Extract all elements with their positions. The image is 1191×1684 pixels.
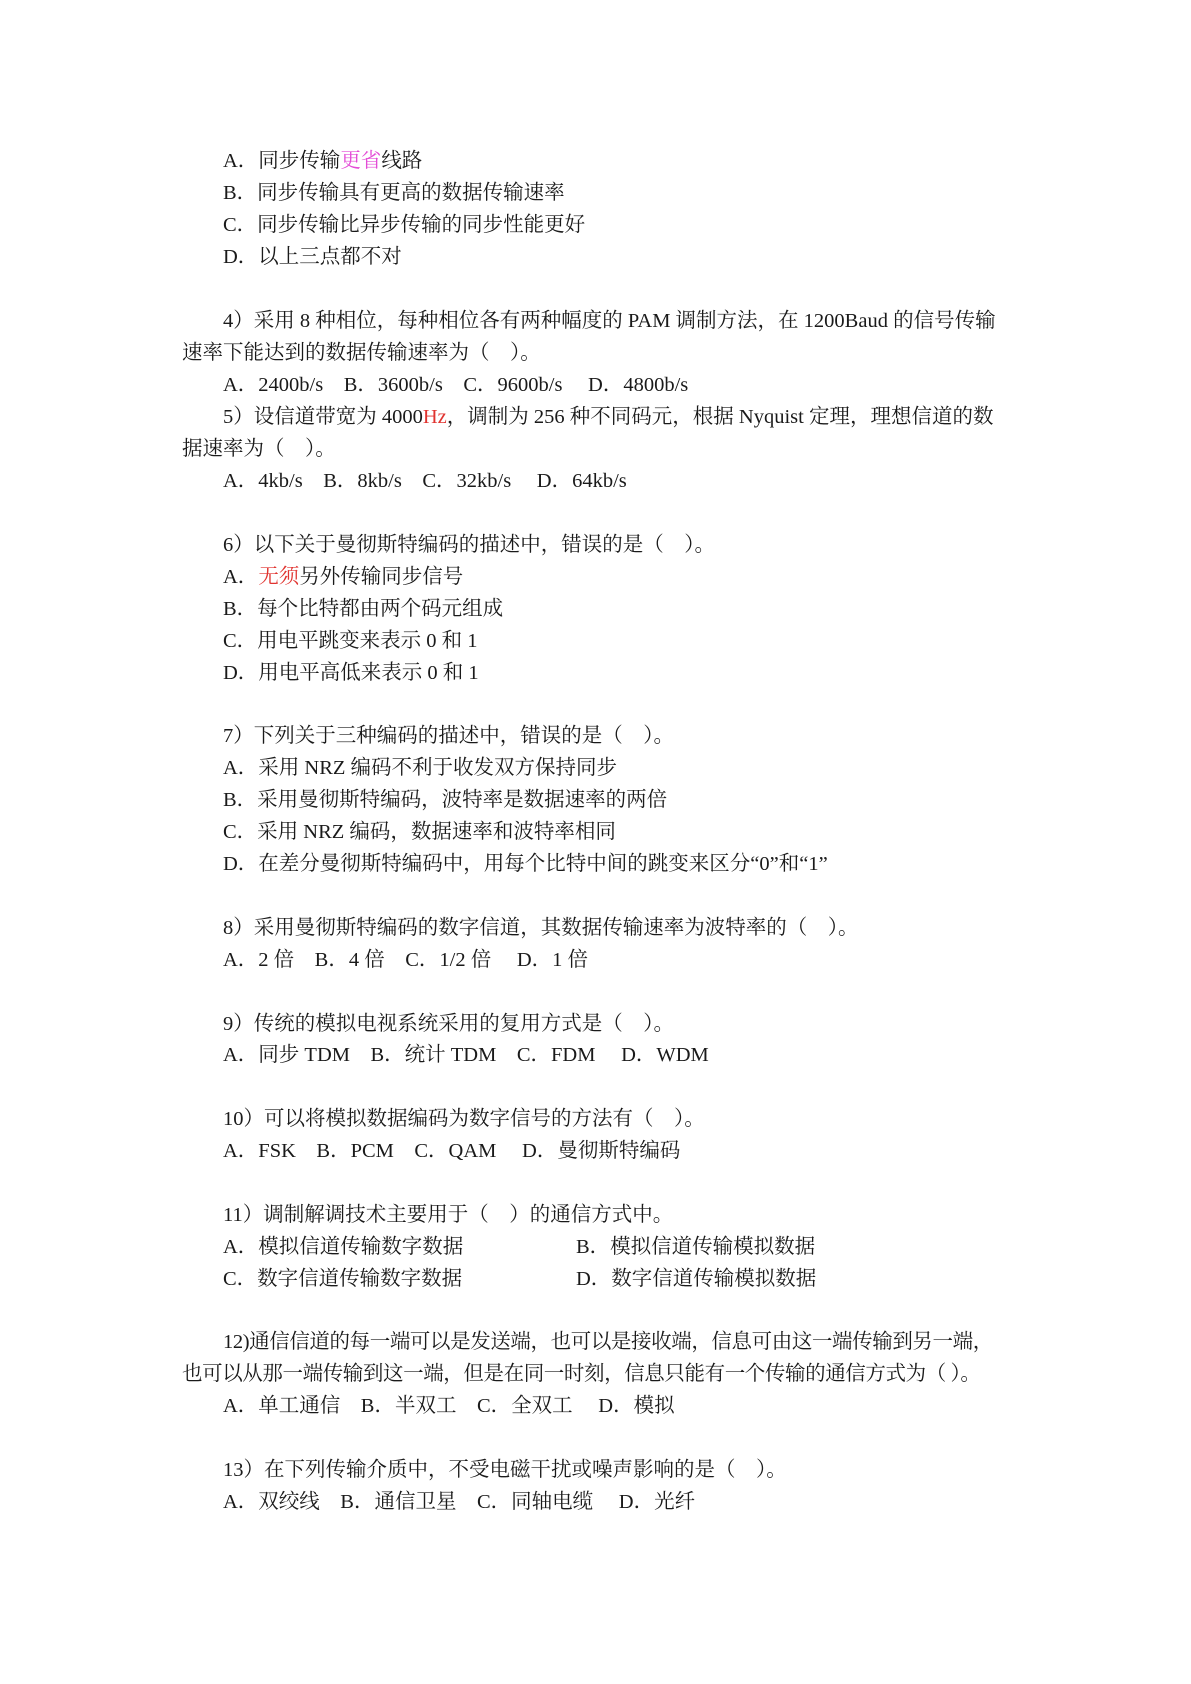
q3-option-a-suffix: 线路 xyxy=(381,150,423,172)
q4-stem-line2: 速率下能达到的数据传输速率为（ ）。 xyxy=(182,342,541,364)
q7-option-c: C．采用 NRZ 编码，数据速率和波特率相同 xyxy=(223,821,616,843)
q10-stem: 10）可以将模拟数据编码为数字信号的方法有（ ）。 xyxy=(223,1108,705,1130)
q12-options: A．单工通信 B．半双工 C．全双工 D．模拟 xyxy=(223,1395,675,1417)
q6-option-a xyxy=(223,565,463,589)
q5-stem-highlight: Hz xyxy=(422,406,447,428)
q12-stem-line2: 也可以从那一端传输到这一端，但是在同一时刻，信息只能有一个传输的通信方式为（ ）。 xyxy=(182,1363,981,1385)
q7-stem: 7）下列关于三种编码的描述中，错误的是（ ）。 xyxy=(223,725,674,747)
q11-option-d: D．数字信道传输模拟数据 xyxy=(576,1268,817,1290)
q13-options: A．双绞线 B．通信卫星 C．同轴电缆 D．光纤 xyxy=(223,1491,696,1513)
q6-option-a-highlight: 无须 xyxy=(258,566,300,588)
q12-stem-line1: 12)通信信道的每一端可以是发送端，也可以是接收端，信息可由这一端传输到另一端， xyxy=(223,1331,993,1353)
q5-stem-prefix: 5）设信道带宽为 4000 xyxy=(223,406,423,428)
q10-options: A．FSK B．PCM C．QAM D．曼彻斯特编码 xyxy=(223,1140,681,1162)
q6-option-c: C．用电平跳变来表示 0 和 1 xyxy=(223,630,478,652)
q3-option-d: D．以上三点都不对 xyxy=(223,246,402,268)
q8-options: A．2 倍 B．4 倍 C．1/2 倍 D．1 倍 xyxy=(223,949,589,971)
q3-option-a-highlight: 更省 xyxy=(340,150,382,172)
q5-options: A．4kb/s B．8kb/s C．32kb/s D．64kb/s xyxy=(223,470,627,492)
q3-option-b: B．同步传输具有更高的数据传输速率 xyxy=(223,182,565,204)
q3-option-a-prefix: A．同步传输 xyxy=(223,150,341,172)
q6-option-d: D．用电平高低来表示 0 和 1 xyxy=(223,662,479,684)
q13-stem: 13）在下列传输介质中，不受电磁干扰或噪声影响的是（ ）。 xyxy=(223,1459,787,1481)
q5-stem-line1 xyxy=(223,405,993,429)
q9-stem: 9）传统的模拟电视系统采用的复用方式是（ ）。 xyxy=(223,1013,674,1035)
q6-option-a-prefix: A． xyxy=(223,566,259,588)
q8-stem: 8）采用曼彻斯特编码的数字信道，其数据传输速率为波特率的（ ）。 xyxy=(223,917,859,939)
q9-options: A．同步 TDM B．统计 TDM C．FDM D．WDM xyxy=(223,1044,709,1066)
q11-option-a: A．模拟信道传输数字数据 xyxy=(223,1236,464,1258)
q7-option-d: D．在差分曼彻斯特编码中，用每个比特中间的跳变来区分“0”和“1” xyxy=(223,853,828,875)
q11-option-c: C．数字信道传输数字数据 xyxy=(223,1268,463,1290)
q4-stem-line1: 4）采用 8 种相位，每种相位各有两种幅度的 PAM 调制方法，在 1200Baud 的信号传输 xyxy=(223,310,996,332)
q3-option-c: C．同步传输比异步传输的同步性能更好 xyxy=(223,214,586,236)
q3-option-a xyxy=(223,149,422,173)
q7-option-b: B．采用曼彻斯特编码，波特率是数据速率的两倍 xyxy=(223,789,668,811)
q4-options: A．2400b/s B．3600b/s C．9600b/s D．4800b/s xyxy=(223,374,689,396)
q5-stem-line2: 据速率为（ ）。 xyxy=(182,438,336,460)
q6-option-b: B．每个比特都由两个码元组成 xyxy=(223,598,504,620)
q7-option-a: A．采用 NRZ 编码不利于收发双方保持同步 xyxy=(223,757,618,779)
q11-stem: 11）调制解调技术主要用于（ ）的通信方式中。 xyxy=(223,1204,674,1226)
q6-stem: 6）以下关于曼彻斯特编码的描述中，错误的是（ ）。 xyxy=(223,534,715,556)
q5-stem-suffix: ，调制为 256 种不同码元，根据 Nyquist 定理，理想信道的数 xyxy=(446,406,994,428)
q6-option-a-suffix: 另外传输同步信号 xyxy=(299,566,464,588)
q11-option-b: B．模拟信道传输模拟数据 xyxy=(576,1236,816,1258)
